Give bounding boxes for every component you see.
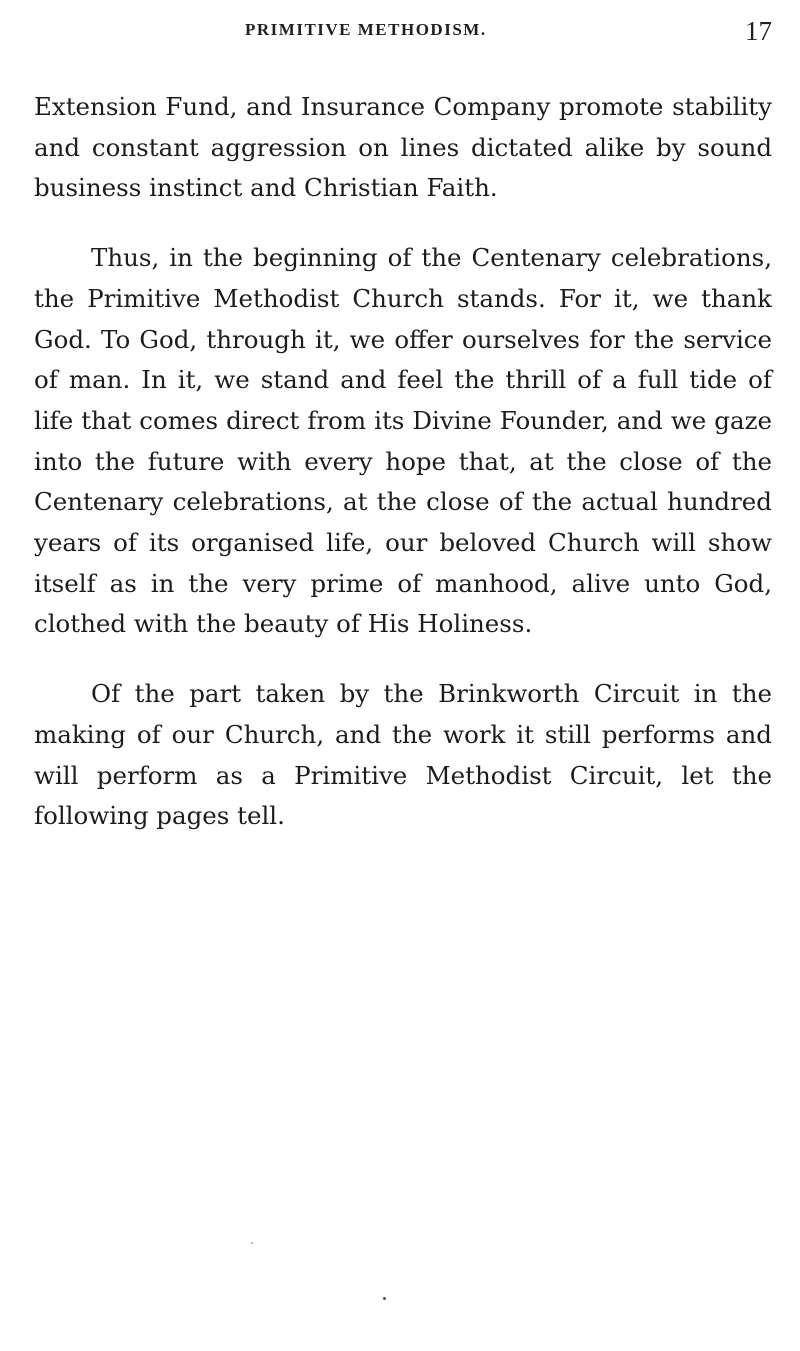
paragraph-2: Thus, in the beginning of the Centenary celebrations, the Primitive Methodist Church stands. For it, we thank God. To God, through it, we offer ourselves for the service of man. In it, we stand and feel the thrill of a full tide of life that comes direct from its Divine Founder, and we gaze into the future with every hope that, at the close of the Centenary celebrations, at the close of the actual hundred years of its organised life, our beloved Church will show itself as in the very prime of manhood, alive unto God, clothed with the beauty of His Holiness. xyxy=(34,243,772,639)
print-speck xyxy=(383,1297,386,1300)
paragraph-3: Of the part taken by the Brinkworth Circuit in the making of our Church, and the work it still performs and will perform as a Primitive Methodist Circuit, let the following pages tell. xyxy=(34,679,772,831)
print-speck xyxy=(251,1242,253,1244)
running-title: PRIMITIVE METHODISM. xyxy=(245,20,487,39)
running-head xyxy=(0,18,800,48)
page-number: 17 xyxy=(745,16,772,46)
body-text xyxy=(34,87,772,837)
paragraph-1: Extension Fund, and Insurance Company promote stability and constant aggression on lines dictated alike by sound business instinct and Christian Faith. xyxy=(34,92,772,203)
